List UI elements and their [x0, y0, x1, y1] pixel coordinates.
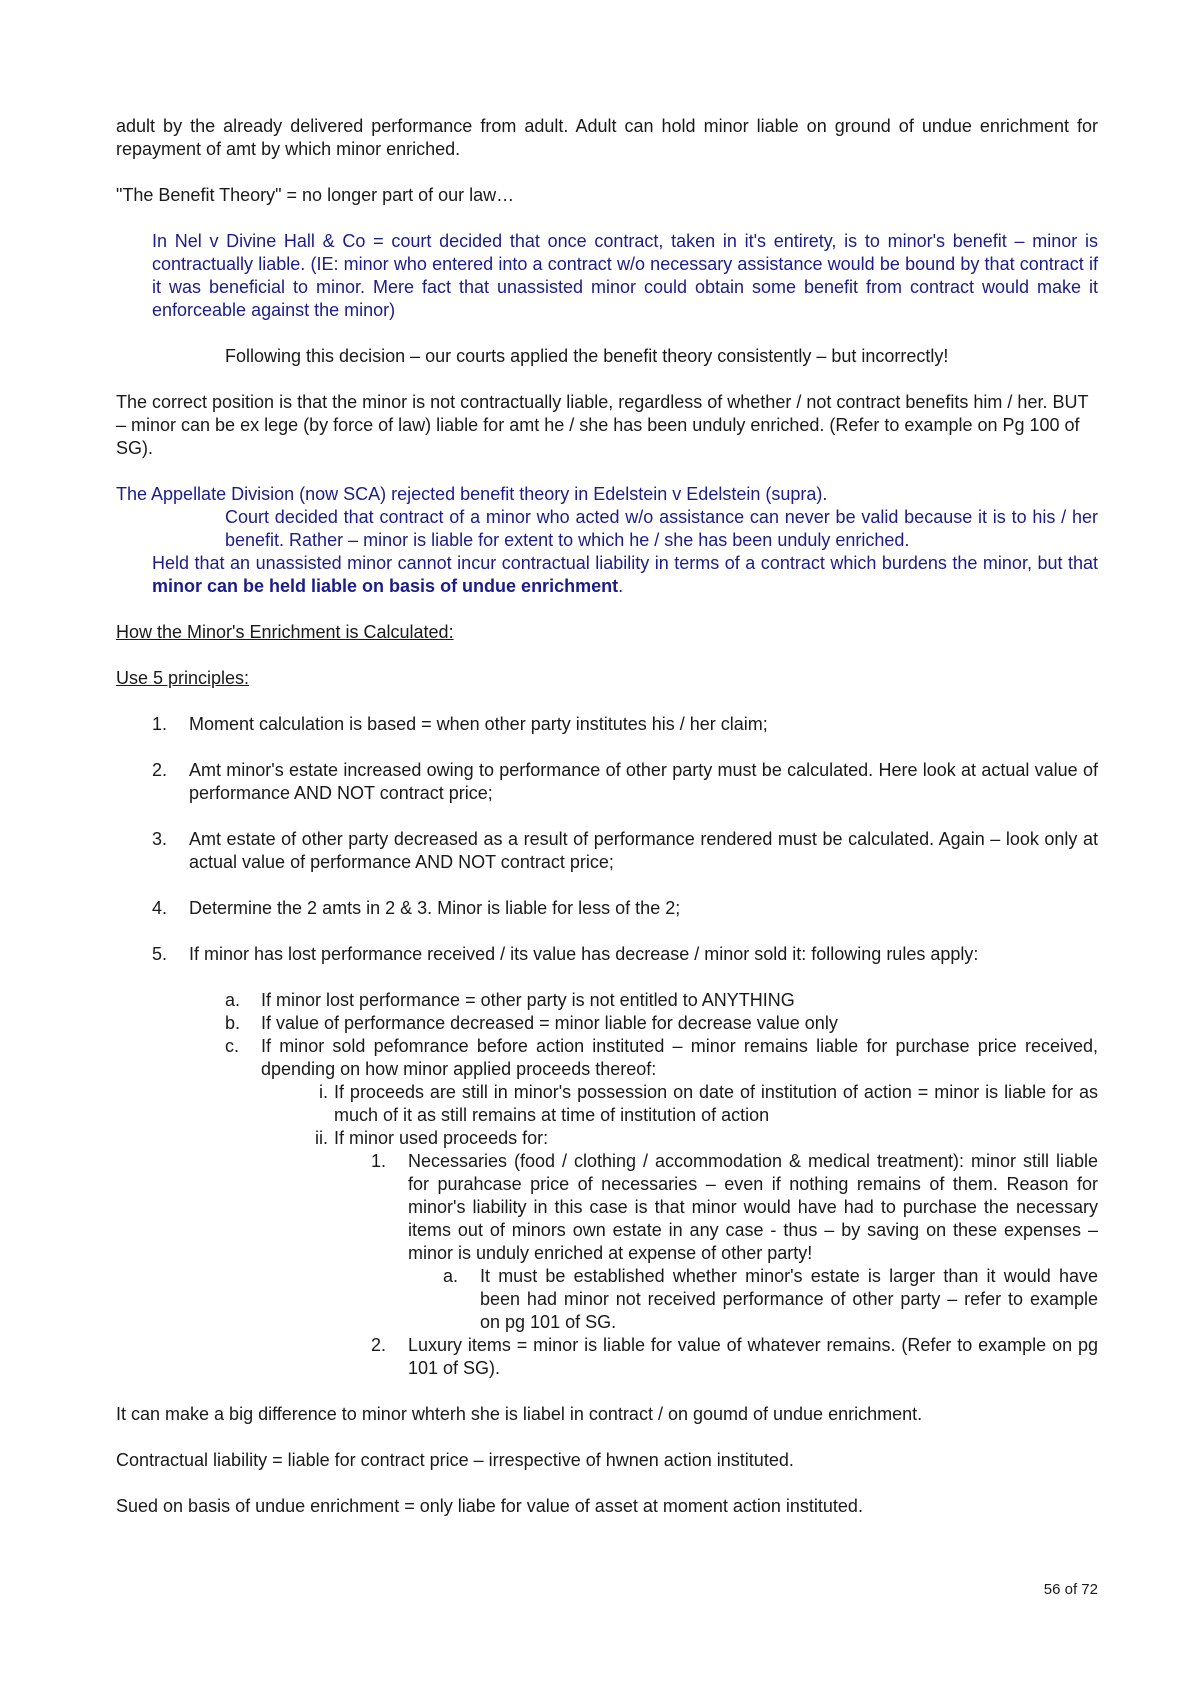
list-item — [116, 897, 1098, 920]
paragraph-benefit-theory: "The Benefit Theory" = no longer part of our law… — [116, 185, 515, 205]
paragraph-nel-v-divine-hall: In Nel v Divine Hall & Co = court decided that once contract, taken in it's entirety, is to minor's benefit – minor is contractually liable. (IE: minor who entered into a contract w/o necessary assistance would be bound by that contract if it was beneficial to minor. Mere fact that unassisted minor could obtain some benefit from contract would make it enforceable against the minor) — [152, 231, 1098, 320]
deepest-list-item-letter: a. — [443, 1266, 459, 1286]
paragraph-big-difference: It can make a big difference to minor whterh she is liabel in contract / on goumd of undue enrichment. — [116, 1404, 923, 1424]
held-end-text: . — [618, 576, 624, 596]
list-item-number: 5. — [152, 944, 168, 964]
roman-list-item-text: If minor used proceeds for: — [334, 1128, 549, 1148]
list-item — [116, 759, 1098, 805]
list-item-text: Determine the 2 amts in 2 & 3. Minor is liable for less of the 2; — [189, 898, 681, 918]
sub-list-item-text: If minor sold pefomrance before action instituted – minor remains liable for purchase price received, dpending on how minor applied proceeds thereof: — [261, 1036, 1098, 1079]
deep-list-item-number: 1. — [371, 1151, 387, 1171]
roman-list-item-numeral: i. — [319, 1082, 328, 1102]
paragraph-court-decided: Court decided that contract of a minor who acted w/o assistance can never be valid because it is to his / her benefit. Rather – minor is liable for extent to which he / she has been unduly enriched. — [225, 507, 1098, 550]
roman-list-item-numeral: ii. — [315, 1128, 328, 1148]
sub-list-item-letter: a. — [225, 990, 241, 1010]
page-content — [116, 115, 1098, 1518]
paragraph-appellate-division: The Appellate Division (now SCA) rejected benefit theory in Edelstein v Edelstein (supra). — [116, 484, 828, 504]
deepest-list-item — [116, 1265, 1098, 1334]
sub-list-item — [116, 989, 1098, 1012]
roman-list-item — [116, 1081, 1098, 1127]
list-item-text: Amt minor's estate increased owing to performance of other party must be calculated. Here look at actual value of performance AND NOT contract price; — [189, 760, 1098, 803]
deep-list-item-text: Luxury items = minor is liable for value of whatever remains. (Refer to example on pg 101 of SG). — [408, 1335, 1098, 1378]
sub-list-item — [116, 1035, 1098, 1081]
held-bold-text: minor can be held liable on basis of undue enrichment — [152, 576, 619, 596]
sub-list-item-letter: c. — [225, 1036, 240, 1056]
paragraph-adult-performance: adult by the already delivered performance from adult. Adult can hold minor liable on ground of undue enrichment for repayment of amt by which minor enriched. — [116, 116, 1098, 159]
deep-list-item-text: Necessaries (food / clothing / accommodation & medical treatment): minor still liable for purahcase price of necessaries – even if nothing remains of them. Reason for minor's liability in this case is that minor would have had to purchase the necessary items out of minors own estate in any case - thus – by saving on these expenses – minor is unduly enriched at expense of other party! — [408, 1151, 1098, 1263]
list-item-text: Amt estate of other party decreased as a result of performance rendered must be calculated. Again – look only at actual value of performance AND NOT contract price; — [189, 829, 1098, 872]
sub-list-item-text: If value of performance decreased = minor liable for decrease value only — [261, 1013, 838, 1033]
list-item-text: Moment calculation is based = when other party institutes his / her claim; — [189, 714, 768, 734]
held-text: Held that an unassisted minor cannot incur contractual liability in terms of a contract which burdens the minor, but that — [152, 553, 1098, 573]
list-item-text: If minor has lost performance received / its value has decrease / minor sold it: following rules apply: — [189, 944, 979, 964]
roman-list-item — [116, 1127, 1098, 1150]
page-number: 56 of 72 — [1043, 1581, 1098, 1598]
deep-list-item-number: 2. — [371, 1335, 387, 1355]
deep-list-item — [116, 1150, 1098, 1265]
roman-list-item-text: If proceeds are still in minor's possession on date of institution of action = minor is liable for as much of it as still remains at time of institution of action — [334, 1082, 1098, 1125]
list-item — [116, 943, 1098, 966]
list-item-number: 3. — [152, 829, 168, 849]
paragraph-held-unassisted-minor — [152, 552, 1098, 598]
paragraph-following-decision: Following this decision – our courts applied the benefit theory consistently – but incorrectly! — [225, 346, 949, 366]
list-item — [116, 828, 1098, 874]
paragraph-undue-enrichment: Sued on basis of undue enrichment = only liabe for value of asset at moment action instituted. — [116, 1496, 863, 1516]
sub-list-item-letter: b. — [225, 1013, 241, 1033]
paragraph-correct-position: The correct position is that the minor is not contractually liable, regardless of whether / not contract benefits him / her. BUT – minor can be ex lege (by force of law) liable for amt he / she has been unduly enriched. (Refer to example on Pg 100 of SG). — [116, 392, 1089, 458]
list-item-number: 4. — [152, 898, 168, 918]
deepest-list-item-text: It must be established whether minor's estate is larger than it would have been had minor not received performance of other party – refer to example on pg 101 of SG. — [480, 1266, 1098, 1332]
sub-list-item — [116, 1012, 1098, 1035]
heading-enrichment-calculated: How the Minor's Enrichment is Calculated: — [116, 622, 454, 642]
list-item-number: 2. — [152, 760, 168, 780]
deep-list-item — [116, 1334, 1098, 1380]
sub-list-item-text: If minor lost performance = other party is not entitled to ANYTHING — [261, 990, 795, 1010]
heading-five-principles: Use 5 principles: — [116, 668, 250, 688]
list-item-number: 1. — [152, 714, 168, 734]
list-item — [116, 713, 1098, 736]
paragraph-contractual-liability: Contractual liability = liable for contract price – irrespective of hwnen action instituted. — [116, 1450, 794, 1470]
